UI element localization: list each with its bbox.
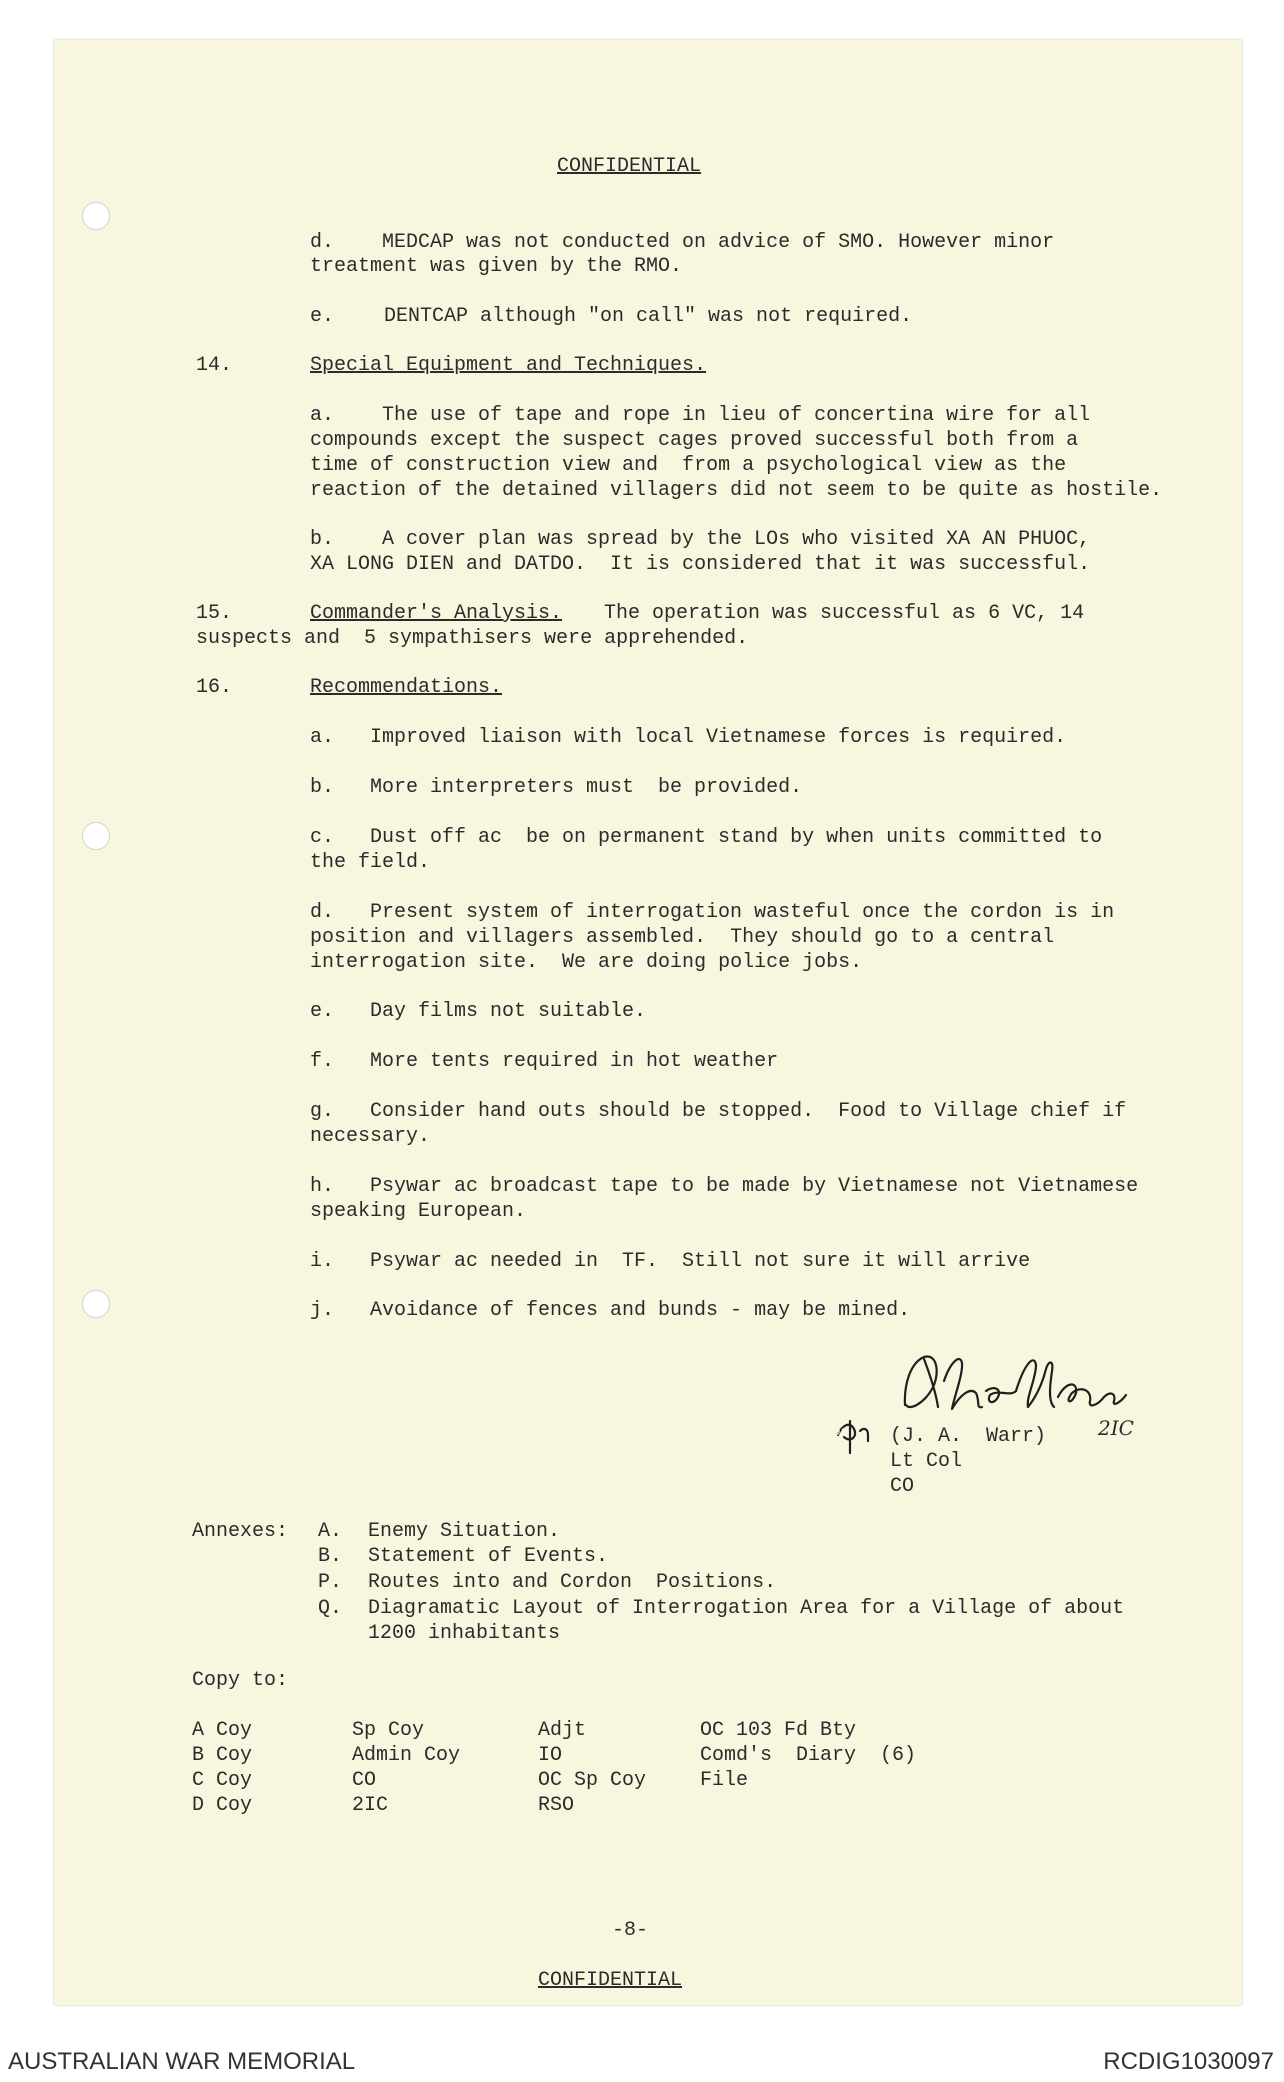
para15-number: 15. bbox=[196, 602, 233, 625]
copy-to-col1-item: D Coy bbox=[192, 1794, 253, 1817]
para16-g-line1: Consider hand outs should be stopped. Food to Village chief if bbox=[370, 1100, 1127, 1123]
para16-d-line1: Present system of interrogation wasteful once the cordon is in bbox=[370, 901, 1115, 924]
copy-to-col1-item: B Coy bbox=[192, 1744, 253, 1767]
para14-number: 14. bbox=[196, 354, 233, 377]
annex-a-letter: A. bbox=[318, 1520, 343, 1543]
para16-a-line1: Improved liaison with local Vietnamese forces is required. bbox=[370, 726, 1067, 749]
annex-q-letter: Q. bbox=[318, 1597, 343, 1620]
copy-to-col3-item: Adjt bbox=[538, 1719, 587, 1742]
page-number: -8- bbox=[612, 1919, 649, 1942]
para13-e-letter: e. bbox=[310, 305, 335, 328]
para16-a-letter: a. bbox=[310, 726, 335, 749]
copy-to-col3-item: RSO bbox=[538, 1794, 575, 1817]
punch-hole-top bbox=[82, 202, 110, 230]
copy-to-col4-item: File bbox=[700, 1769, 749, 1792]
archive-footer-left: AUSTRALIAN WAR MEMORIAL bbox=[8, 2048, 356, 2075]
signature-name: (J. A. Warr) bbox=[890, 1425, 1047, 1448]
annex-p-text: Routes into and Cordon Positions. bbox=[368, 1571, 777, 1594]
para16-b-letter: b. bbox=[310, 776, 335, 799]
para16-e-letter: e. bbox=[310, 1000, 335, 1023]
copy-to-col2-item: Sp Coy bbox=[352, 1719, 425, 1742]
copy-to-col1-item: C Coy bbox=[192, 1769, 253, 1792]
para16-d-line3: interrogation site. We are doing police jobs. bbox=[310, 951, 863, 974]
para16-d-line2: position and villagers assembled. They should go to a central bbox=[310, 926, 1055, 949]
signature-appointment: CO bbox=[890, 1475, 915, 1498]
para14-a-line1: The use of tape and rope in lieu of concertina wire for all bbox=[382, 404, 1091, 427]
para16-j-letter: j. bbox=[310, 1299, 335, 1322]
para15-line1: The operation was successful as 6 VC, 14 bbox=[604, 602, 1085, 625]
copy-to-col4-item: OC 103 Fd Bty bbox=[700, 1719, 857, 1742]
copy-to-col2-item: Admin Coy bbox=[352, 1744, 461, 1767]
annexes-label: Annexes: bbox=[192, 1520, 289, 1543]
para16-h-line2: speaking European. bbox=[310, 1200, 527, 1223]
document-page bbox=[54, 40, 1242, 2005]
para14-b-letter: b. bbox=[310, 528, 335, 551]
signature-rank: Lt Col bbox=[890, 1450, 963, 1473]
para14-b-line2: XA LONG DIEN and DATDO. It is considered that it was successful. bbox=[310, 553, 1091, 576]
copy-to-label: Copy to: bbox=[192, 1669, 289, 1692]
para16-f-letter: f. bbox=[310, 1050, 335, 1073]
para16-e-line1: Day films not suitable. bbox=[370, 1000, 647, 1023]
para14-a-letter: a. bbox=[310, 404, 335, 427]
para16-d-letter: d. bbox=[310, 901, 335, 924]
punch-hole-middle bbox=[82, 822, 110, 850]
para16-j-line1: Avoidance of fences and bunds - may be mined. bbox=[370, 1299, 911, 1322]
copy-to-col2-item: 2IC bbox=[352, 1794, 389, 1817]
para13-d-line1: MEDCAP was not conducted on advice of SMO. However minor bbox=[382, 231, 1055, 254]
para16-c-line1: Dust off ac be on permanent stand by when units committed to bbox=[370, 826, 1103, 849]
para14-title: Special Equipment and Techniques. bbox=[310, 354, 707, 377]
para16-h-letter: h. bbox=[310, 1175, 335, 1198]
annex-a-text: Enemy Situation. bbox=[368, 1520, 561, 1543]
copy-to-col2-item: CO bbox=[352, 1769, 377, 1792]
para16-c-letter: c. bbox=[310, 826, 335, 849]
signature-prefix: for bbox=[826, 1425, 848, 1439]
annex-q-text: Diagramatic Layout of Interrogation Area for a Village of about bbox=[368, 1597, 1125, 1620]
para16-h-line1: Psywar ac broadcast tape to be made by Vietnamese not Vietnamese bbox=[370, 1175, 1139, 1198]
para16-i-line1: Psywar ac needed in TF. Still not sure it will arrive bbox=[370, 1250, 1031, 1273]
para14-a-line4: reaction of the detained villagers did not seem to be quite as hostile. bbox=[310, 479, 1163, 502]
para16-g-letter: g. bbox=[310, 1100, 335, 1123]
classification-top: CONFIDENTIAL bbox=[557, 155, 702, 178]
copy-to-col3-item: OC Sp Coy bbox=[538, 1769, 647, 1792]
para15-line2: suspects and 5 sympathisers were apprehended. bbox=[196, 627, 749, 650]
annex-q-continuation: 1200 inhabitants bbox=[368, 1622, 561, 1645]
archive-footer-right: RCDIG1030097 bbox=[1103, 2048, 1274, 2075]
para16-f-line1: More tents required in hot weather bbox=[370, 1050, 779, 1073]
para15-title: Commander's Analysis. bbox=[310, 602, 563, 625]
para13-d-line2: treatment was given by the RMO. bbox=[310, 255, 683, 278]
para16-number: 16. bbox=[196, 676, 233, 699]
para13-d-letter: d. bbox=[310, 231, 335, 254]
para16-c-line2: the field. bbox=[310, 851, 431, 874]
copy-to-col4-item: Comd's Diary (6) bbox=[700, 1744, 917, 1767]
classification-bottom: CONFIDENTIAL bbox=[538, 1969, 683, 1992]
para16-title: Recommendations. bbox=[310, 676, 503, 699]
para14-a-line2: compounds except the suspect cages proved successful both from a bbox=[310, 429, 1079, 452]
annex-b-text: Statement of Events. bbox=[368, 1545, 609, 1568]
para16-i-letter: i. bbox=[310, 1250, 335, 1273]
para13-e-line1: DENTCAP although "on call" was not required. bbox=[384, 305, 913, 328]
para16-g-line2: necessary. bbox=[310, 1125, 431, 1148]
copy-to-col1-item: A Coy bbox=[192, 1719, 253, 1742]
para14-b-line1: A cover plan was spread by the LOs who visited XA AN PHUOC, bbox=[382, 528, 1091, 551]
annex-p-letter: P. bbox=[318, 1571, 343, 1594]
annex-b-letter: B. bbox=[318, 1545, 343, 1568]
para14-a-line3: time of construction view and from a psychological view as the bbox=[310, 454, 1067, 477]
para16-b-line1: More interpreters must be provided. bbox=[370, 776, 803, 799]
copy-to-col3-item: IO bbox=[538, 1744, 563, 1767]
signature-suffix: 2IC bbox=[1098, 1416, 1134, 1440]
punch-hole-bottom bbox=[82, 1290, 110, 1318]
